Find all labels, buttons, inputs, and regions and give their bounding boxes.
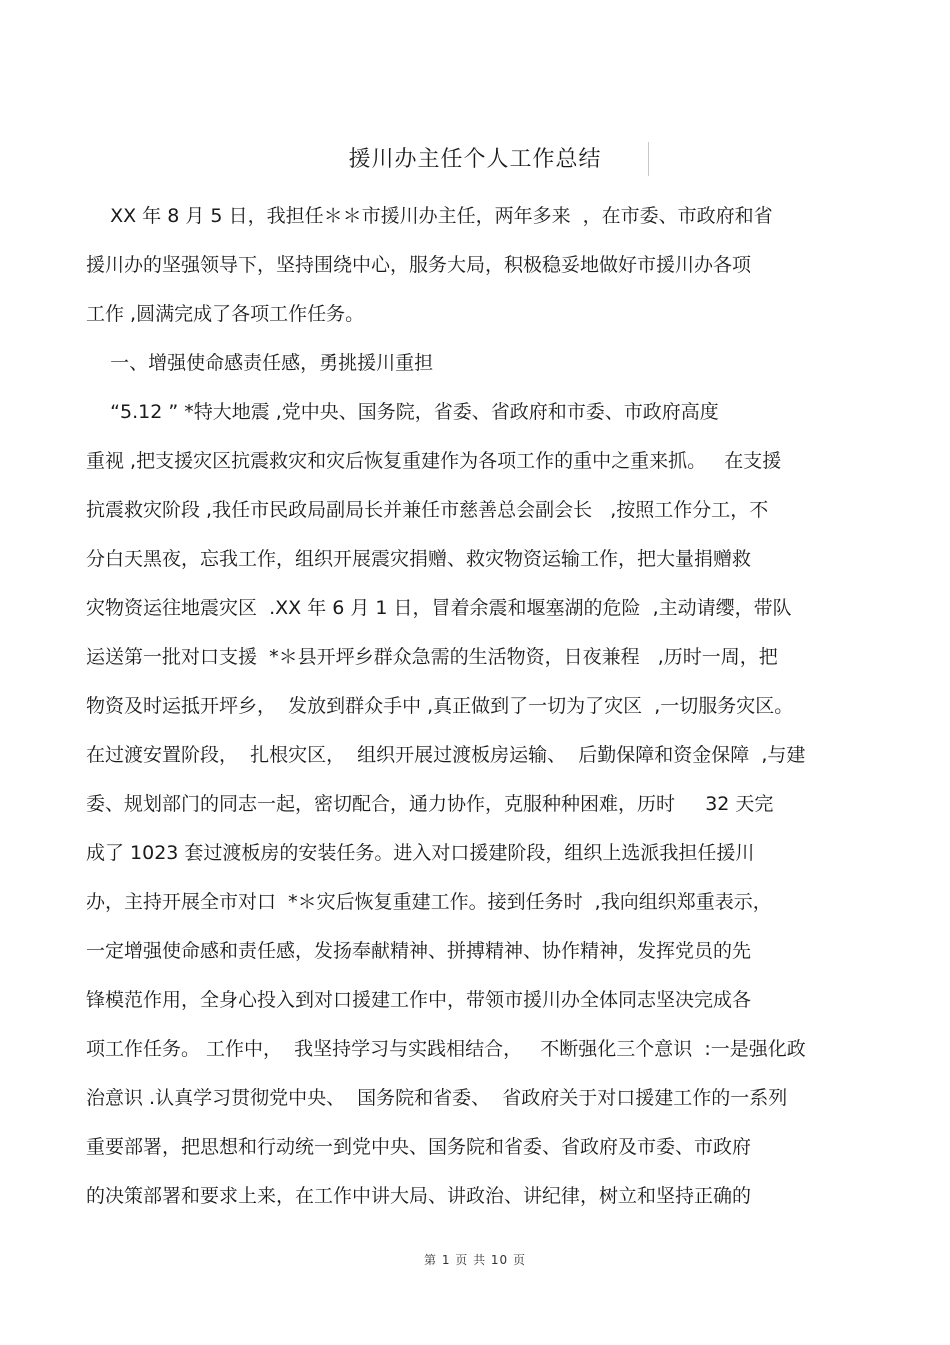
body-line: 工作 ,圆满完成了各项工作任务。 [86, 303, 365, 325]
body-line: 委、规划部门的同志一起，密切配合，通力协作，克服种种困难，历时 32 天完 [86, 793, 774, 815]
body-line: 运送第一批对口支援 *＊县开坪乡群众急需的生活物资，日夜兼程 ,历时一周，把 [86, 646, 778, 668]
body-line: 物资及时运抵开坪乡， 发放到群众手中 ,真正做到了一切为了灾区 ,一切服务灾区。 [86, 695, 794, 717]
body-line: 在过渡安置阶段， 扎根灾区， 组织开展过渡板房运输、 后勤保障和资金保障 ,与建 [86, 744, 806, 766]
body-line: 项工作任务。 工作中， 我坚持学习与实践相结合， 不断强化三个意识 :一是强化政 [86, 1038, 806, 1060]
body-line: 重视 ,把支援灾区抗震救灾和灾后恢复重建作为各项工作的重中之重来抓。 在支援 [86, 450, 782, 472]
document-title: 援川办主任个人工作总结 [348, 147, 602, 172]
body-line: 一定增强使命感和责任感，发扬奉献精神、拼搏精神、协作精神，发挥党员的先 [86, 940, 752, 962]
body-line: XX 年 8 月 5 日，我担任＊＊市援川办主任，两年多来 ，在市委、市政府和省 [86, 205, 773, 227]
document-body [86, 192, 866, 1221]
body-line: 分白天黑夜，忘我工作，组织开展震灾捐赠、救灾物资运输工作，把大量捐赠救 [86, 548, 752, 570]
page-number-footer: 第 1 页 共 10 页 [424, 1253, 526, 1267]
section-heading: 一、增强使命感责任感，勇挑援川重担 [86, 352, 434, 374]
body-line: “5.12 ” *特大地震 ,党中央、国务院，省委、省政府和市委、市政府高度 [86, 401, 719, 423]
body-line: 的决策部署和要求上来，在工作中讲大局、讲政治、讲纪律，树立和坚持正确的 [86, 1185, 752, 1207]
body-line: 重要部署，把思想和行动统一到党中央、国务院和省委、省政府及市委、市政府 [86, 1136, 752, 1158]
text-cursor-mark [648, 142, 649, 176]
body-line: 灾物资运往地震灾区 .XX 年 6 月 1 日，冒着余震和堰塞湖的危险 ,主动请缨，带队 [86, 597, 792, 619]
body-line: 办，主持开展全市对口 *＊灾后恢复重建工作。接到任务时 ,我向组织郑重表示， [86, 891, 772, 913]
body-line: 成了 1023 套过渡板房的安装任务。进入对口援建阶段，组织上选派我担任援川 [86, 842, 755, 864]
body-line: 援川办的坚强领导下，坚持围绕中心，服务大局，积极稳妥地做好市援川办各项 [86, 254, 752, 276]
body-line: 治意识 .认真学习贯彻党中央、 国务院和省委、 省政府关于对口援建工作的一系列 [86, 1087, 788, 1109]
body-line: 抗震救灾阶段 ,我任市民政局副局长并兼任市慈善总会副会长 ,按照工作分工，不 [86, 499, 769, 521]
body-line: 锋模范作用，全身心投入到对口援建工作中，带领市援川办全体同志坚决完成各 [86, 989, 752, 1011]
